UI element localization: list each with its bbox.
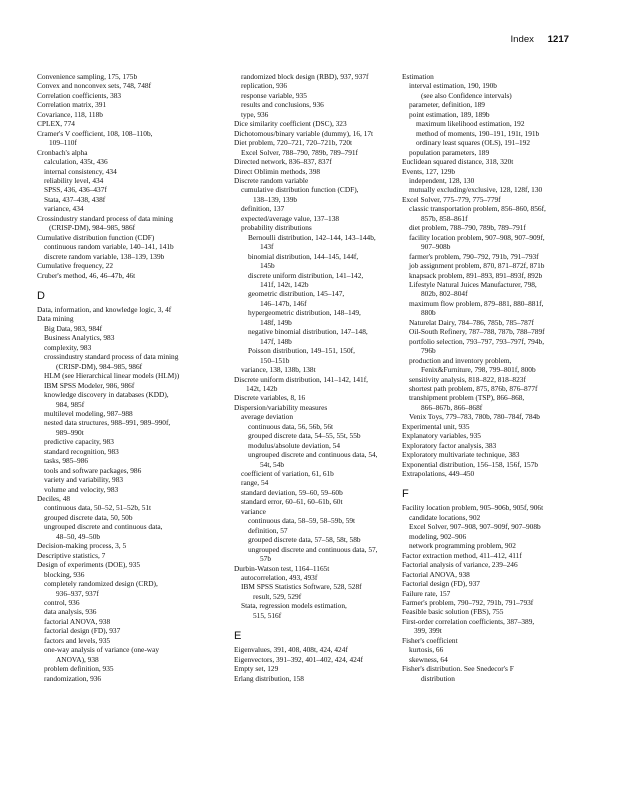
- index-entry: variance, 138, 138b, 138t: [241, 365, 316, 375]
- index-entry: Discrete uniform distribution, 141–142, 141f,: [234, 374, 369, 384]
- index-entry: factors and levels, 935: [44, 635, 111, 645]
- index-entry: standard deviation, 59–60, 59–60b: [241, 487, 343, 497]
- index-entry: 145b: [260, 261, 275, 271]
- index-entry: 147f, 148b: [260, 336, 292, 346]
- index-entry: Naturelat Dairy, 784–786, 785b, 785–787f: [409, 317, 534, 327]
- index-entry: variety and variability, 983: [44, 475, 124, 485]
- index-entry: First-order correlation coefficients, 387–389,: [402, 616, 535, 626]
- index-entry: 150–151b: [260, 355, 290, 365]
- index-entry: completely randomized design (CRD),: [44, 579, 158, 589]
- index-entry: Factorial ANOVA, 938: [402, 569, 470, 579]
- index-entry: grouped discrete data, 54–55, 55t, 55b: [248, 431, 361, 441]
- index-entry: Factor extraction method, 411–412, 411f: [402, 550, 522, 560]
- index-entry: factorial design (FD), 937: [44, 626, 121, 636]
- index-entry: Dispersion/variability measures: [234, 402, 328, 412]
- index-entry: Eigenvectors, 391–392, 401–402, 424, 424f: [234, 654, 363, 664]
- index-entry: 146–147b, 146f: [260, 298, 307, 308]
- index-entry: ordinary least squares (OLS), 191–192: [416, 138, 531, 148]
- index-entry: 143f: [260, 242, 274, 252]
- index-entry: randomization, 936: [44, 673, 102, 683]
- index-entry: Empty set, 129: [234, 664, 279, 674]
- index-entry: control, 936: [44, 598, 80, 608]
- index-entry: SPSS, 436, 436–437f: [44, 185, 107, 195]
- index-entry: Covariance, 118, 118b: [37, 109, 103, 119]
- index-entry: 857b, 858–861f: [421, 213, 468, 223]
- index-entry: ungrouped discrete and continuous data, 57,: [248, 544, 378, 554]
- index-entry: Feasible basic solution (FBS), 755: [402, 607, 504, 617]
- index-entry: Failure rate, 157: [402, 588, 451, 598]
- index-entry: IBM SPSS Modeler, 986, 986f: [44, 380, 135, 390]
- index-entry: volume and velocity, 983: [44, 484, 119, 494]
- index-entry: shortest path problem, 875, 876b, 876–877f: [409, 383, 538, 393]
- index-entry: discrete uniform distribution, 141–142,: [248, 270, 364, 280]
- index-entry: modeling, 902–906: [409, 531, 467, 541]
- index-entry: negative binomial distribution, 147–148,: [248, 327, 368, 337]
- index-entry: Data mining: [37, 314, 74, 324]
- index-entry: randomized block design (RBD), 937, 937f: [241, 72, 369, 81]
- index-entry: calculation, 435t, 436: [44, 157, 108, 167]
- index-entry: nested data structures, 988–991, 989–990f,: [44, 418, 171, 428]
- index-entry: response variable, 935: [241, 90, 307, 100]
- index-entry: Correlation matrix, 391: [37, 100, 107, 110]
- index-entry: Correlation coefficients, 383: [37, 90, 122, 100]
- index-entry: 515, 516f: [253, 610, 282, 620]
- index-entry: Erlang distribution, 158: [234, 673, 304, 683]
- index-entry: farmer's problem, 790–792, 791b, 791–793f: [409, 251, 539, 261]
- index-entry: Oil-South Refinery, 787–788, 787b, 788–789f: [409, 327, 545, 337]
- index-entry: 796b: [421, 346, 436, 356]
- index-entry: Convex and nonconvex sets, 748, 748f: [37, 81, 152, 91]
- running-header-title: Index: [510, 34, 534, 45]
- index-entry: Crossindustry standard process of data mining: [37, 213, 174, 223]
- index-entry: 141f, 142t, 142b: [260, 279, 309, 289]
- index-entry: probability distributions: [241, 223, 312, 233]
- index-entry: production and inventory problem,: [409, 355, 512, 365]
- index-entry: Excel Solver, 775–779, 775–779f: [402, 194, 501, 204]
- index-entry: problem definition, 935: [44, 664, 114, 674]
- index-entry: coefficient of variation, 61, 61b: [241, 469, 334, 479]
- index-entry: mutually excluding/exclusive, 128, 128f, 130: [409, 185, 543, 195]
- index-entry: ungrouped discrete and continuous data, 54,: [248, 450, 378, 460]
- index-entry: Direct Oblimin methods, 398: [234, 166, 321, 176]
- index-entry: 138–139, 139b: [253, 194, 298, 204]
- index-entry: range, 54: [241, 478, 269, 488]
- index-entry: discrete random variable, 138–139, 139b: [44, 251, 165, 261]
- index-entry: Poisson distribution, 149–151, 150f,: [248, 346, 355, 356]
- index-entry: skewness, 64: [409, 654, 448, 664]
- index-entry: variance, 434: [44, 204, 84, 214]
- index-entry: geometric distribution, 145–147,: [248, 289, 345, 299]
- index-entry: knowledge discovery in databases (KDD),: [44, 390, 169, 400]
- index-entry: diet problem, 788–790, 789b, 789–791f: [409, 223, 526, 233]
- index-entry: distribution: [421, 673, 455, 683]
- index-entry: Dichotomous/binary variable (dummy), 16, 17t: [234, 128, 374, 138]
- index-entry: Big Data, 983, 984f: [44, 323, 103, 333]
- index-entry: 148f, 149b: [260, 317, 292, 327]
- index-entry: grouped discrete data, 50, 50b: [44, 512, 133, 522]
- index-entry: point estimation, 189, 189b: [409, 109, 490, 119]
- index-entry: Fenix&Furniture, 798, 799–801f, 800b: [421, 365, 536, 375]
- index-entry: 399, 399t: [414, 626, 442, 636]
- index-entry: 109–110f: [49, 138, 77, 148]
- index-entry: Directed network, 836–837, 837f: [234, 157, 332, 167]
- index-entry: transhipment problem (TSP), 866–868,: [409, 393, 525, 403]
- index-entry: Cronbach's alpha: [37, 147, 88, 157]
- index-entry: method of moments, 190–191, 191t, 191b: [416, 128, 540, 138]
- index-entry: 880b: [421, 308, 436, 318]
- index-entry: Explanatory variables, 935: [402, 431, 481, 441]
- index-entry: Experimental unit, 935: [402, 421, 470, 431]
- index-entry: 48–50, 49–50b: [56, 531, 101, 541]
- index-entry: type, 936: [241, 109, 269, 119]
- index-entry: result, 529, 529f: [253, 591, 302, 601]
- index-entry: 57b: [260, 554, 272, 564]
- index-entry: hypergeometric distribution, 148–149,: [248, 308, 361, 318]
- index-entry: CPLEX, 774: [37, 119, 75, 129]
- index-entry: one-way analysis of variance (one-way: [44, 645, 160, 655]
- index-entry: 936–937, 937f: [56, 588, 99, 598]
- section-letter: D: [37, 289, 45, 302]
- index-entry: cumulative distribution function (CDF),: [241, 185, 359, 195]
- index-entry: average deviation: [241, 412, 293, 422]
- index-entry: Deciles, 48: [37, 494, 71, 504]
- index-entry: results and conclusions, 936: [241, 100, 324, 110]
- index-column-2: [234, 72, 412, 683]
- index-entry: parameter, definition, 189: [409, 100, 485, 110]
- index-entry: Excel Solver, 907–908, 907–909f, 907–908b: [409, 522, 541, 532]
- index-entry: Cumulative distribution function (CDF): [37, 232, 155, 242]
- index-entry: Eigenvalues, 391, 408, 408t, 424, 424f: [234, 645, 348, 655]
- index-entry: Euclidean squared distance, 318, 320t: [402, 157, 514, 167]
- index-entry: interval estimation, 190, 190b: [409, 81, 497, 91]
- index-entry: Exploratory multivariate technique, 383: [402, 450, 520, 460]
- index-entry: Dice similarity coefficient (DSC), 323: [234, 119, 347, 129]
- index-entry: ANOVA), 938: [56, 654, 99, 664]
- index-entry: Exponential distribution, 156–158, 156f, 157b: [402, 459, 539, 469]
- index-entry: standard recognition, 983: [44, 446, 119, 456]
- index-entry: Discrete variables, 8, 16: [234, 393, 306, 403]
- index-entry: definition, 137: [241, 204, 285, 214]
- index-entry: (see also Confidence intervals): [421, 90, 512, 100]
- index-entry: Stata, regression models estimation,: [241, 601, 347, 611]
- index-entry: ungrouped discrete and continuous data,: [44, 522, 163, 532]
- section-letter: E: [234, 630, 242, 643]
- index-entry: Lifestyle Natural Juices Manufacturer, 798,: [409, 279, 537, 289]
- index-entry: 802b, 802–804f: [421, 289, 468, 299]
- index-entry: multilevel modeling, 987–988: [44, 408, 133, 418]
- index-entry: expected/average value, 137–138: [241, 213, 340, 223]
- index-entry: crossindustry standard process of data mining: [44, 352, 179, 362]
- index-entry: complexity, 983: [44, 342, 92, 352]
- index-entry: blocking, 936: [44, 569, 85, 579]
- index-entry: Convenience sampling, 175, 175b: [37, 72, 138, 81]
- index-entry: continuous data, 56, 56b, 56t: [248, 421, 334, 431]
- index-entry: IBM SPSS Statistics Software, 528, 528f: [241, 582, 362, 592]
- index-column-3: [402, 72, 588, 683]
- index-entry: continuous random variable, 140–141, 141b: [44, 242, 174, 252]
- index-entry: kurtosis, 66: [409, 645, 444, 655]
- index-entry: continuous data, 58–59, 58–59b, 59t: [248, 516, 356, 526]
- index-entry: 866–867b, 866–868f: [421, 402, 483, 412]
- index-entry: Discrete random variable: [234, 175, 309, 185]
- index-entry: portfolio selection, 793–797, 793–797f, 794b,: [409, 336, 545, 346]
- page-header: [511, 34, 570, 45]
- index-entry: HLM (see Hierarchical linear models (HLM)): [44, 371, 180, 381]
- index-entry: binomial distribution, 144–145, 144f,: [248, 251, 359, 261]
- index-entry: Durbin-Watson test, 1164–1165t: [234, 563, 330, 573]
- index-entry: Events, 127, 129b: [402, 166, 456, 176]
- index-entry: independent, 128, 130: [409, 175, 475, 185]
- index-entry: Descriptive statistics, 7: [37, 550, 106, 560]
- index-entry: internal consistency, 434: [44, 166, 117, 176]
- index-entry: autocorrelation, 493, 493f: [241, 573, 318, 583]
- index-entry: Design of experiments (DOE), 935: [37, 560, 140, 570]
- index-entry: tools and software packages, 986: [44, 465, 142, 475]
- index-entry: Fisher's distribution. See Snedecor's F: [402, 664, 514, 674]
- index-entry: factorial ANOVA, 938: [44, 616, 111, 626]
- index-entry: population parameters, 189: [409, 147, 490, 157]
- index-entry: Extrapolations, 449–450: [402, 469, 475, 479]
- index-entry: Cruber's method, 46, 46–47b, 46t: [37, 270, 136, 280]
- index-entry: continuous data, 50–52, 51–52b, 51t: [44, 503, 152, 513]
- index-entry: 54t, 54b: [260, 459, 285, 469]
- index-entry: Exploratory factor analysis, 383: [402, 440, 497, 450]
- index-entry: modulus/absolute deviation, 54: [248, 440, 340, 450]
- section-letter: F: [402, 488, 409, 501]
- index-entry: Data, information, and knowledge logic, 3, 4f: [37, 304, 172, 314]
- index-entry: standard error, 60–61, 60–61b, 60t: [241, 497, 343, 507]
- index-entry: Business Analytics, 983: [44, 333, 115, 343]
- index-entry: Diet problem, 720–721, 720–721b, 720t: [234, 138, 353, 148]
- index-entry: maximum likelihood estimation, 192: [416, 119, 525, 129]
- index-entry: facility location problem, 907–908, 907–909f,: [409, 232, 545, 242]
- index-entry: job assignment problem, 870, 871–872f, 871b: [409, 261, 545, 271]
- index-entry: reliability level, 434: [44, 175, 104, 185]
- index-entry: Venix Toys, 779–783, 780b, 780–784f, 784b: [409, 412, 540, 422]
- index-column-1: [37, 72, 217, 683]
- index-entry: (CRISP-DM), 984–985, 986f: [49, 223, 136, 233]
- index-entry: Cumulative frequency, 22: [37, 261, 113, 271]
- index-entry: replication, 936: [241, 81, 288, 91]
- index-entry: predictive capacity, 983: [44, 437, 114, 447]
- index-entry: tasks, 985–986: [44, 456, 89, 466]
- index-entry: classic transportation problem, 856–860, 856f,: [409, 204, 546, 214]
- index-entry: Cramer's V coefficient, 108, 108–110b,: [37, 128, 153, 138]
- index-entry: candidate locations, 902: [409, 512, 481, 522]
- index-entry: 142t, 142b: [246, 383, 278, 393]
- index-entry: maximum flow problem, 879–881, 880–881f,: [409, 298, 544, 308]
- index-entry: Fisher's coefficient: [402, 635, 458, 645]
- index-entry: Decision-making process, 3, 5: [37, 541, 127, 551]
- index-entry: network programming problem, 902: [409, 541, 516, 551]
- index-entry: data analysis, 936: [44, 607, 97, 617]
- page-number: 1217: [547, 34, 569, 45]
- index-entry: Stata, 437–438, 438f: [44, 194, 106, 204]
- index-entry: 907–908b: [421, 242, 451, 252]
- index-entry: Bernoulli distribution, 142–144, 143–144b,: [248, 232, 376, 242]
- index-entry: Facility location problem, 905–906b, 905f, 906t: [402, 503, 544, 513]
- index-entry: sensitivity analysis, 818–822, 818–823f: [409, 374, 526, 384]
- index-entry: Excel Solver, 788–790, 789b, 789–791f: [241, 147, 358, 157]
- index-entry: variance: [241, 506, 266, 516]
- index-entry: (CRISP-DM), 984–985, 986f: [56, 361, 143, 371]
- index-entry: Factorial design (FD), 937: [402, 579, 480, 589]
- index-entry: Estimation: [402, 72, 434, 81]
- index-entry: Factorial analysis of variance, 239–246: [402, 560, 518, 570]
- index-entry: 984, 985f: [56, 399, 85, 409]
- index-entry: grouped discrete data, 57–58, 58t, 58b: [248, 535, 361, 545]
- index-entry: 989–990t: [56, 427, 84, 437]
- index-entry: definition, 57: [248, 525, 288, 535]
- index-entry: knapsack problem, 891–893, 891–893f, 892b: [409, 270, 543, 280]
- index-entry: Farmer's problem, 790–792, 791b, 791–793f: [402, 598, 534, 608]
